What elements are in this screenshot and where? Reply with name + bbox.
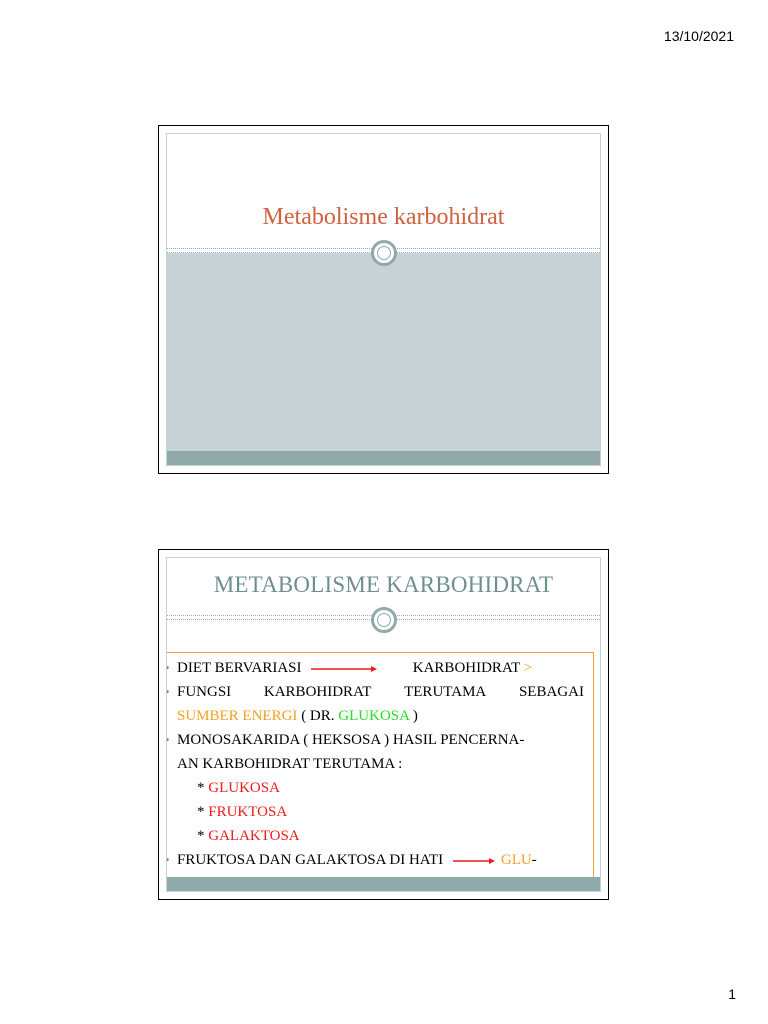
- text: KARBOHIDRAT: [412, 660, 520, 676]
- arrow-right-icon: [309, 665, 379, 673]
- slide-2: [158, 549, 609, 900]
- sub-item: [167, 824, 590, 848]
- slide-1-content: [166, 133, 601, 466]
- bullet-line: • MONOSAKARIDA ( HEKSOSA ) HASIL PENCERNA-: [167, 728, 590, 752]
- bullet-line: [167, 680, 590, 704]
- sub-item: [167, 776, 590, 800]
- text: KARBOHIDRAT: [263, 684, 372, 700]
- text: GALAKTOSA: [208, 828, 300, 844]
- circle-ornament-icon: [371, 607, 397, 633]
- circle-ornament-icon: [371, 240, 397, 266]
- text: GLU: [500, 852, 532, 868]
- text: ): [409, 708, 418, 724]
- text: SEBAGAI: [518, 684, 584, 700]
- text: FRUKTOSA: [208, 804, 288, 820]
- text: -: [531, 852, 537, 868]
- bullet-list: [167, 656, 590, 892]
- slide-1-title: Metabolisme karbohidrat: [262, 204, 505, 230]
- text: FRUKTOSA DAN GALAKTOSA DI HATI: [177, 852, 444, 868]
- text: >: [523, 660, 533, 676]
- text: SUMBER ENERGI: [177, 708, 298, 724]
- slide-1: [158, 125, 609, 474]
- gray-band: [167, 253, 600, 451]
- text: *: [197, 804, 209, 820]
- slide-2-content: [166, 557, 601, 892]
- bullet-continuation: [167, 704, 590, 728]
- page-number: 1: [728, 986, 736, 1002]
- bullet-continuation: AN KARBOHIDRAT TERUTAMA :: [177, 756, 403, 772]
- bullet-line: [167, 656, 590, 680]
- bottom-band: [167, 877, 600, 891]
- text: DIET BERVARIASI: [177, 660, 302, 676]
- text: TERUTAMA: [404, 684, 487, 700]
- slide-2-title: METABOLISME KARBOHIDRAT: [213, 572, 554, 597]
- text: ( DR.: [297, 708, 339, 724]
- text: GLUKOSA: [208, 780, 280, 796]
- text: *: [197, 780, 209, 796]
- sub-item: [167, 800, 590, 824]
- text: • FUNGSI: [177, 684, 232, 700]
- bottom-band: [167, 451, 600, 465]
- text: *: [197, 828, 209, 844]
- arrow-right-icon: [451, 857, 497, 865]
- text: GLUKOSA: [338, 708, 410, 724]
- page-date: 13/10/2021: [663, 28, 734, 44]
- bullet-line: [167, 848, 590, 872]
